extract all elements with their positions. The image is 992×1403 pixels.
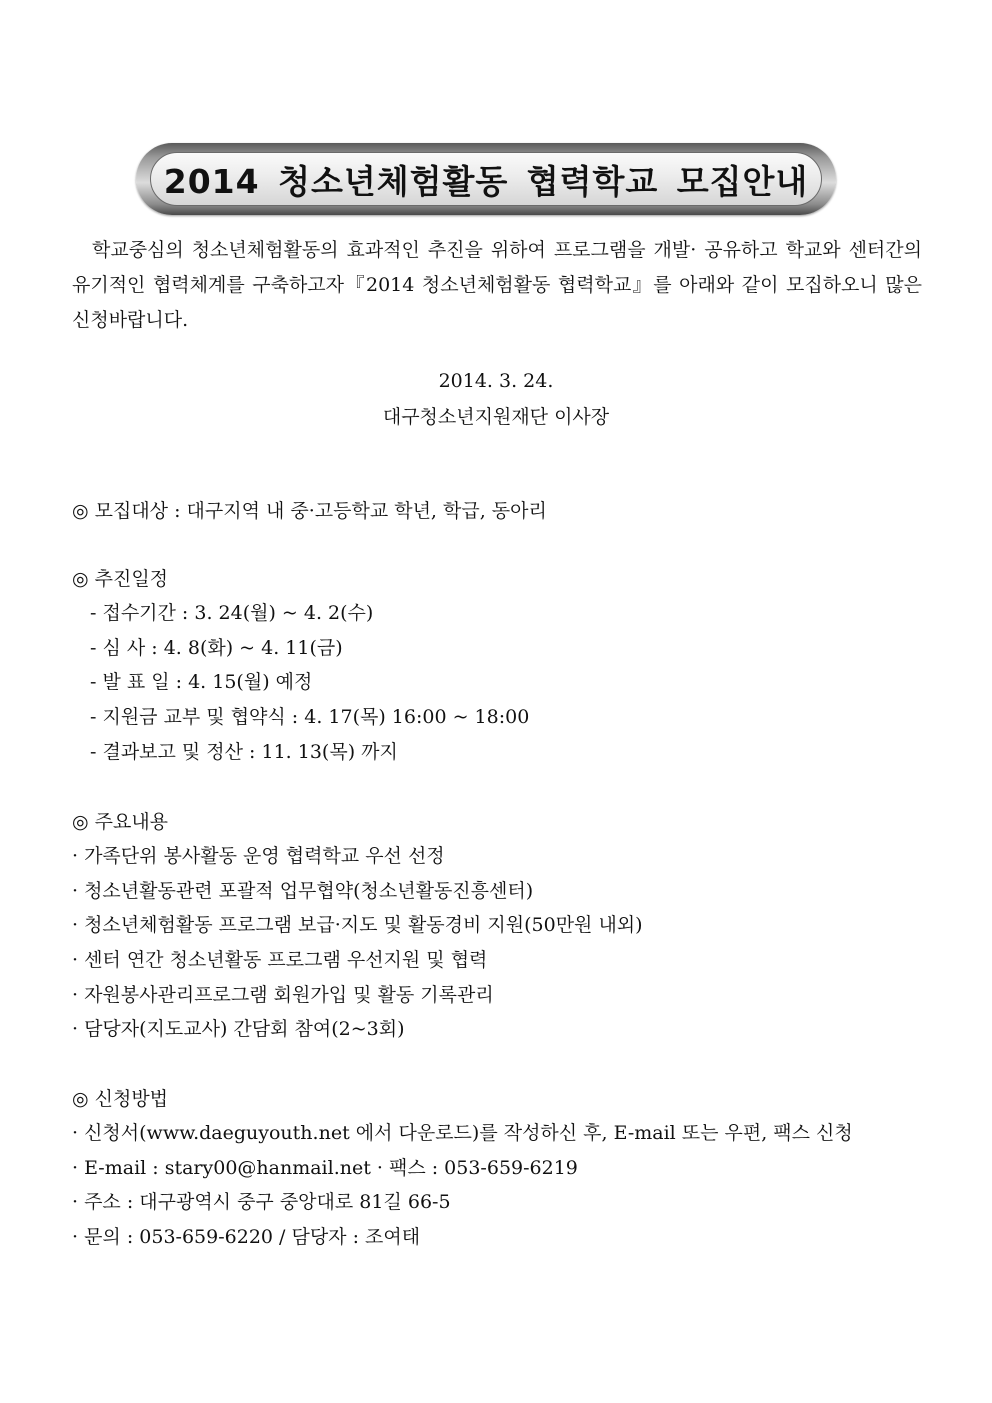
apply-item: · E-mail : stary00@hanmail.net · 팩스 : 053-659-6219 xyxy=(72,1156,578,1179)
content-item: · 가족단위 봉사활동 운영 협력학교 우선 선정 xyxy=(72,845,445,867)
apply-item: · 주소 : 대구광역시 중구 중앙대로 81길 66-5 xyxy=(72,1191,451,1214)
title-banner xyxy=(136,143,836,215)
section-target xyxy=(72,494,932,528)
section-apply xyxy=(72,1082,932,1255)
schedule-item: - 심 사 : 4. 8(화) ~ 4. 11(금) xyxy=(90,636,343,659)
page-title: 2014 청소년체험활동 협력학교 모집안내 xyxy=(163,161,809,201)
apply-item: · 신청서(www.daeguyouth.net 에서 다운로드)를 작성하신 후, E-mail 또는 우편, 팩스 신청 xyxy=(72,1122,853,1144)
schedule-item: - 결과보고 및 정산 : 11. 13(목) 까지 xyxy=(90,740,398,763)
notice-issuer: 대구청소년지원재단 이사장 xyxy=(382,406,610,428)
schedule-item: - 접수기간 : 3. 24(월) ~ 4. 2(수) xyxy=(90,602,374,624)
target-line: ◎ 모집대상 : 대구지역 내 중·고등학교 학년, 학급, 동아리 xyxy=(72,500,547,522)
content-item: · 자원봉사관리프로그램 회원가입 및 활동 기록관리 xyxy=(72,983,494,1006)
section-schedule xyxy=(72,562,932,769)
apply-item: · 문의 : 053-659-6220 / 담당자 : 조여태 xyxy=(72,1226,421,1249)
title-banner-inner xyxy=(150,152,822,206)
content-heading: ◎ 주요내용 xyxy=(72,811,169,833)
apply-heading: ◎ 신청방법 xyxy=(72,1088,169,1110)
schedule-heading: ◎ 추진일정 xyxy=(72,568,169,590)
notice-date: 2014. 3. 24. xyxy=(438,370,554,392)
content-item: · 담당자(지도교사) 간담회 참여(2~3회) xyxy=(72,1018,405,1041)
content-item: · 청소년활동관련 포괄적 업무협약(청소년활동진흥센터) xyxy=(72,879,534,902)
schedule-item: - 발 표 일 : 4. 15(월) 예정 xyxy=(90,671,313,694)
intro-paragraph: 학교중심의 청소년체험활동의 효과적인 추진을 위하여 프로그램을 개발· 공유하고 학교와 센터간의 유기적인 협력체계를 구축하고자『2014 청소년체험활동 협력학교』를 아래와 같이 모집하오니 많은 신청바랍니다. xyxy=(72,239,922,331)
content-item: · 센터 연간 청소년활동 프로그램 우선지원 및 협력 xyxy=(72,949,488,972)
schedule-item: - 지원금 교부 및 협약식 : 4. 17(목) 16:00 ~ 18:00 xyxy=(90,706,530,729)
content-item: · 청소년체험활동 프로그램 보급·지도 및 활동경비 지원(50만원 내외) xyxy=(72,914,643,937)
section-content xyxy=(72,805,932,1047)
